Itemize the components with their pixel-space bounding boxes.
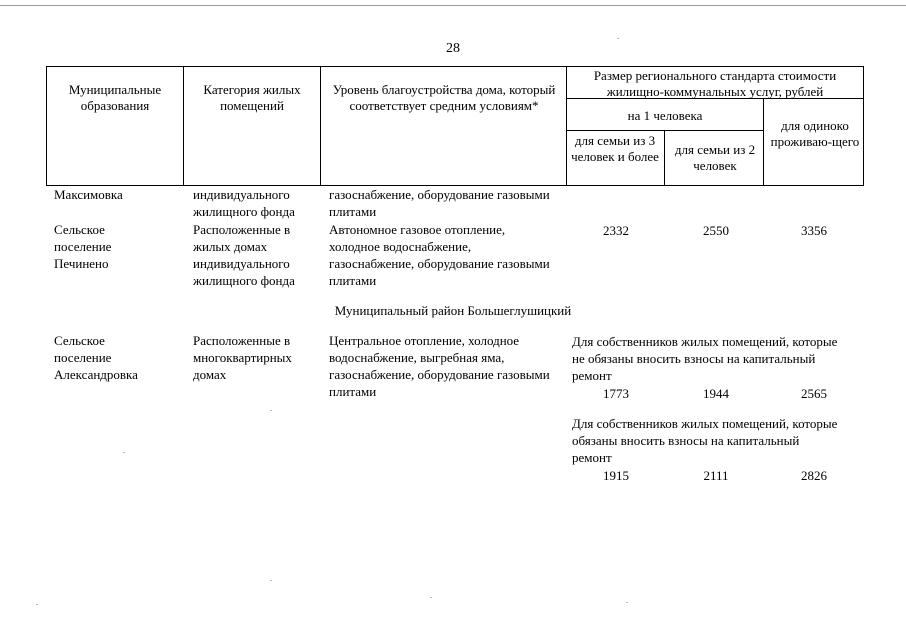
cell-municipality: Максимовка: [54, 187, 123, 202]
value-single: 3356: [801, 223, 827, 238]
cell-level: Центральное отопление, холодное водоснабжение, выгребная яма, газоснабжение, оборудование газовыми плитами: [329, 333, 550, 399]
header-single: для одиноко проживаю-щего: [770, 118, 860, 149]
value-family2: 1944: [703, 386, 729, 401]
note-capital-repair: Для собственников жилых помещений, которые обязаны вносить взносы на капитальный ремонт: [572, 416, 838, 465]
scan-speck: [123, 452, 125, 453]
divider: [320, 66, 321, 186]
value-single: 2565: [801, 386, 827, 401]
value-family3: 1915: [603, 468, 629, 483]
value-single: 2826: [801, 468, 827, 483]
scan-speck: [430, 597, 432, 598]
header-category: Категория жилых помещений: [203, 82, 301, 113]
header-municipality: Муниципальные образования: [68, 82, 162, 113]
cell-municipality: Сельское поселение Александровка: [54, 333, 138, 382]
header-per-person: на 1 человека: [627, 108, 703, 123]
divider: [664, 130, 665, 186]
scan-speck: [617, 38, 619, 39]
value-family2: 2111: [703, 468, 729, 483]
cell-category: Расположенные в жилых домах индивидуального жилищного фонда: [193, 222, 295, 288]
scan-speck: [626, 602, 628, 603]
scan-speck: [36, 604, 38, 605]
cell-municipality: Сельское поселение Печинено: [54, 222, 112, 271]
value-family3: 1773: [603, 386, 629, 401]
cell-category: индивидуального жилищного фонда: [193, 187, 295, 219]
header-family3: для семьи из 3 человек и более: [571, 133, 659, 164]
cell-level: Автономное газовое отопление, холодное водоснабжение, газоснабжение, оборудование газовыми плитами: [329, 222, 550, 288]
header-standard-size: Размер регионального стандарта стоимости жилищно-коммунальных услуг, рублей: [593, 68, 837, 99]
section-title: Муниципальный район Большеглушицкий: [334, 303, 572, 318]
scan-speck: [270, 580, 272, 581]
page-number: 28: [446, 41, 460, 56]
divider: [763, 98, 764, 186]
scan-edge-line: [0, 5, 906, 6]
cell-category: Расположенные в многоквартирных домах: [193, 333, 292, 382]
note-no-capital-repair: Для собственников жилых помещений, которые не обязаны вносить взносы на капитальный ремонт: [572, 334, 838, 383]
value-family3: 2332: [603, 223, 629, 238]
header-family2: для семьи из 2 человек: [674, 142, 756, 173]
value-family2: 2550: [703, 223, 729, 238]
divider: [183, 66, 184, 186]
header-level: Уровень благоустройства дома, который соответствует средним условиям*: [332, 82, 556, 113]
divider: [566, 66, 567, 186]
table-header: [46, 66, 864, 186]
cell-level: газоснабжение, оборудование газовыми плитами: [329, 187, 550, 219]
scan-speck: [270, 410, 272, 411]
